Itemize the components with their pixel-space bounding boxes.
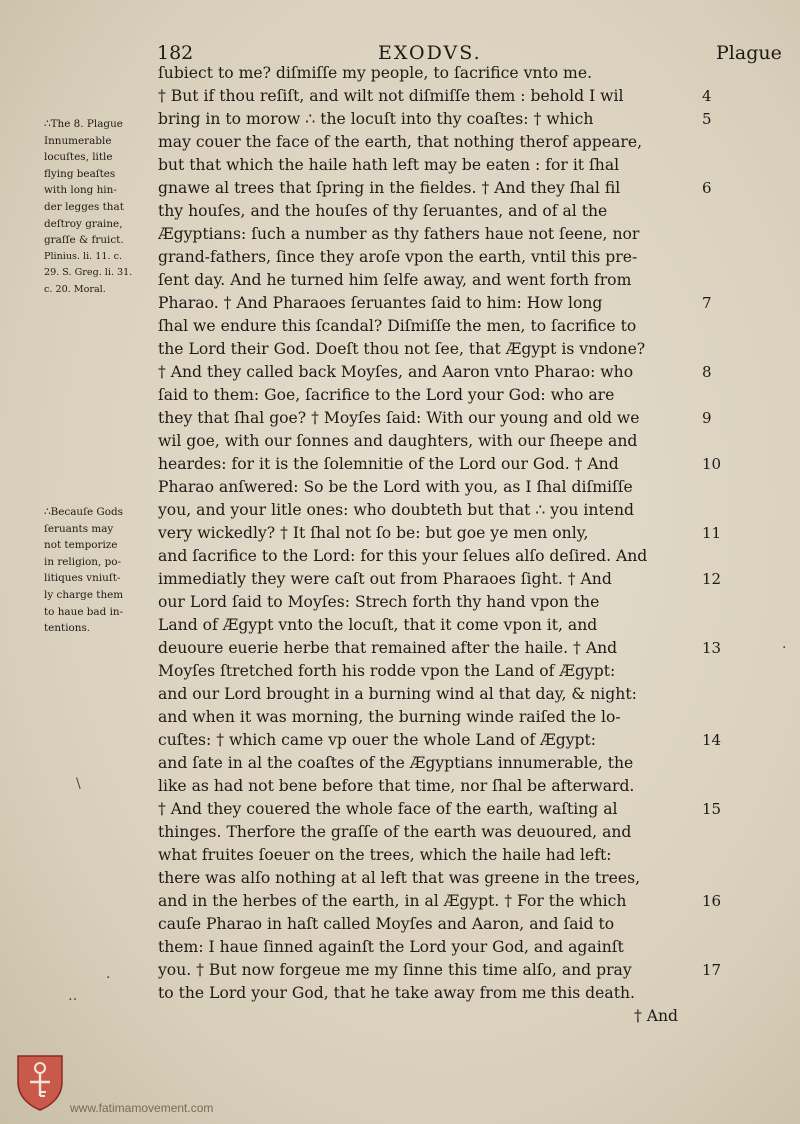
text-line: them: I haue ſinned againſt the Lord your God, and againſt [158, 938, 624, 956]
margin-note-line: ſeruants may [44, 522, 114, 535]
margin-note-line: ly charge them [44, 589, 124, 601]
verse-number: 5 [702, 110, 712, 128]
margin-note-line: Plinius. li. 11. c. [44, 250, 123, 262]
text-line: to the Lord your God, that he take away from me this death. [158, 984, 635, 1002]
verse-number: 12 [702, 570, 722, 588]
text-line: immediatly they were caſt out from Pharaoes ſight. † And [158, 570, 612, 588]
margin-note-line: to haue bad in- [44, 605, 124, 618]
text-line: and when it was morning, the burning winde raiſed the lo- [158, 708, 621, 726]
margin-note-line: graſſe & fruict. [44, 234, 124, 247]
text-line: and in the herbes of the earth, in al Ægypt. † For the which [158, 892, 627, 910]
margin-note-line: 29. S. Greg. li. 31. [44, 267, 133, 279]
text-line: ſhal we endure this ſcandal? Diſmiſſe the men, to ſacrifice to [158, 317, 637, 335]
page-number: 182 [157, 42, 194, 64]
text-line: † And [634, 1007, 679, 1025]
text-line: † But if thou reſiſt, and wilt not diſmiſſe them : behold I wil [158, 87, 624, 105]
margin-note-line: in religion, po- [44, 555, 122, 568]
text-line: and ſacrifice to the Lord: for this your ſelues alſo deſired. And [158, 547, 648, 565]
text-line: † And they called back Moyſes, and Aaron vnto Pharao: who [158, 363, 634, 381]
margin-mark: · [106, 970, 111, 986]
text-line: Pharao anſwered: So be the Lord with you, as I ſhal diſmiſſe [158, 478, 633, 496]
text-line: thy houſes, and the houſes of thy ſeruantes, and of al the [158, 202, 608, 220]
verse-number: 10 [702, 455, 722, 473]
margin-note-line: deſtroy graine, [44, 217, 123, 230]
verse-number: 7 [702, 294, 712, 312]
text-line: Ægyptians: ſuch a number as thy fathers haue not ſeene, nor [158, 225, 640, 243]
papal-keys-shield-icon [14, 1052, 66, 1112]
verse-number: 8 [702, 363, 712, 381]
text-line: ſubiect to me? diſmiſſe my people, to ſacrifice vnto me. [158, 64, 593, 82]
text-line: may couer the face of the earth, that nothing therof appeare, [158, 133, 643, 151]
text-line: our Lord ſaid to Moyſes: Strech forth thy hand vpon the [158, 593, 600, 611]
text-line: thinges. Therfore the graſſe of the earth was deuoured, and [158, 823, 632, 841]
text-line: grand-fathers, ſince they aroſe vpon the earth, vntil this pre- [158, 248, 638, 266]
page-title: EXODVS. [378, 42, 482, 64]
margin-note-line: tentions. [44, 622, 91, 635]
margin-note-line: with long hin- [44, 184, 117, 197]
text-line: and our Lord brought in a burning wind al that day, & night: [158, 685, 637, 703]
text-line: wil goe, with our ſonnes and daughters, with our ſheepe and [158, 432, 638, 450]
running-head: Plague [716, 42, 782, 64]
text-line: cuſtes: † which came vp ouer the whole Land of Ægypt: [158, 731, 597, 749]
verse-number: 9 [702, 409, 712, 427]
text-line: gnawe al trees that ſpring in the fieldes. † And they ſhal fil [158, 179, 621, 197]
verse-number: 6 [702, 179, 712, 197]
text-line: there was alſo nothing at al left that was greene in the trees, [158, 869, 641, 887]
text-line: † And they couered the whole face of the earth, waſting al [158, 800, 618, 818]
margin-note-line: ∴Becauſe Gods [44, 506, 123, 518]
margin-note-line: not temporize [44, 539, 118, 552]
text-line: like as had not bene before that time, nor ſhal be afterward. [158, 777, 635, 795]
text-line: Moyſes ſtretched forth his rodde vpon the Land of Ægypt: [158, 662, 616, 680]
text-line: ſent day. And he turned him ſelfe away, and went forth from [158, 271, 632, 289]
verse-number: 4 [702, 87, 712, 105]
footer-url: www.fatimamovement.com [70, 1101, 214, 1115]
text-line: they that ſhal goe? † Moyſes ſaid: With our young and old we [158, 409, 640, 427]
text-line: heardes: for it is the ſolemnitie of the Lord our God. † And [158, 455, 619, 473]
margin-mark: · [782, 640, 787, 656]
text-line: the Lord their God. Doeſt thou not ſee, that Ægypt is vndone? [158, 340, 646, 358]
text-line: cauſe Pharao in haſt called Moyſes and Aaron, and ſaid to [158, 915, 615, 933]
verse-number: 17 [702, 961, 722, 979]
margin-note-line: litiques vniuſt- [44, 572, 121, 585]
text-line: ſaid to them: Goe, ſacrifice to the Lord your God: who are [158, 386, 615, 404]
text-line: you. † But now forgeue me my ſinne this time alſo, and pray [158, 961, 632, 979]
margin-note-line: ∴The 8. Plague [44, 118, 123, 130]
verse-number: 14 [702, 731, 722, 749]
margin-mark: ‥ [68, 988, 78, 1004]
verse-number: 16 [702, 892, 722, 910]
verse-number: 15 [702, 800, 722, 818]
text-line: Pharao. † And Pharaoes ſeruantes ſaid to him: How long [158, 294, 603, 312]
margin-note-line: Innumerable [44, 134, 112, 147]
margin-note-line: flying beaſtes [44, 167, 116, 180]
text-line: very wickedly? † It ſhal not ſo be: but goe ye men only, [158, 524, 589, 542]
text-line: but that which the haile hath left may be eaten : for it ſhal [158, 156, 620, 174]
text-line: deuoure euerie herbe that remained after the haile. † And [158, 639, 618, 657]
verse-number: 13 [702, 639, 722, 657]
margin-mark: \ [76, 776, 81, 792]
margin-note-line: der legges that [44, 201, 124, 213]
text-line: you, and your litle ones: who doubteth but that ∴ you intend [158, 501, 634, 519]
text-line: bring in to morow ∴ the locuſt into thy coaſtes: † which [158, 110, 594, 128]
margin-note-line: locuſtes, litle [44, 151, 113, 164]
text-line: and ſate in al the coaſtes of the Ægyptians innumerable, the [158, 754, 634, 772]
text-line: Land of Ægypt vnto the locuſt, that it come vpon it, and [158, 616, 598, 634]
verse-number: 11 [702, 524, 722, 542]
text-line: what fruites ſoeuer on the trees, which the haile had left: [158, 846, 612, 864]
margin-note-line: c. 20. Moral. [44, 284, 106, 295]
